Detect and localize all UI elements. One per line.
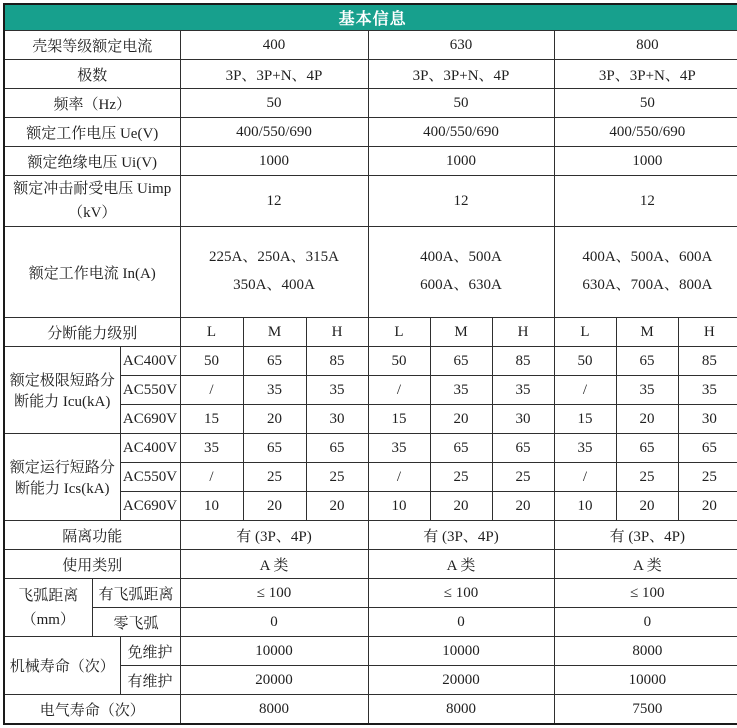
value-line: 630A、700A、800A — [557, 272, 737, 300]
table-row — [4, 637, 737, 666]
label-line: 飞弧距离 — [7, 584, 90, 608]
label-mechanical-life: 机械寿命（次） — [4, 637, 120, 695]
value-cell: 20 — [678, 492, 737, 521]
value-cell: ≤ 100 — [368, 579, 554, 608]
sub-label: 零飞弧 — [92, 608, 180, 637]
value-cell: 25 — [430, 463, 492, 492]
value-cell: 1000 — [368, 147, 554, 176]
value-cell: 15 — [180, 405, 243, 434]
sub-label: AC550V — [120, 376, 180, 405]
value-cell: 50 — [554, 89, 737, 118]
label-poles: 极数 — [4, 60, 180, 89]
value-cell: 30 — [492, 405, 554, 434]
value-cell: 12 — [180, 176, 368, 227]
table-row — [4, 550, 737, 579]
value-cell: 35 — [616, 376, 678, 405]
value-cell: 10000 — [368, 637, 554, 666]
label-icu: 额定极限短路分断能力 Icu(kA) — [4, 347, 120, 434]
label-utilization-category: 使用类别 — [4, 550, 180, 579]
value-cell: 20000 — [368, 666, 554, 695]
spec-table — [3, 3, 737, 725]
value-cell: / — [368, 376, 430, 405]
label-line: （kV） — [7, 201, 178, 225]
value-cell: 20 — [616, 492, 678, 521]
value-cell: 3P、3P+N、4P — [368, 60, 554, 89]
label-ics: 额定运行短路分断能力 Ics(kA) — [4, 434, 120, 521]
value-cell: 35 — [180, 434, 243, 463]
value-cell: 50 — [368, 347, 430, 376]
table-row — [4, 347, 737, 376]
label-breaking-level: 分断能力级别 — [4, 318, 180, 347]
sub-label: AC690V — [120, 405, 180, 434]
value-cell: 65 — [243, 434, 306, 463]
sub-label: 有飞弧距离 — [92, 579, 180, 608]
sub-label: 有维护 — [120, 666, 180, 695]
value-cell: 630 — [368, 31, 554, 60]
sub-label: AC400V — [120, 347, 180, 376]
value-cell: 10 — [368, 492, 430, 521]
value-cell: 12 — [368, 176, 554, 227]
table-row — [4, 521, 737, 550]
value-line: 600A、630A — [371, 272, 552, 300]
label-insulation-voltage-ui: 额定绝缘电压 Ui(V) — [4, 147, 180, 176]
value-cell: 400 — [180, 31, 368, 60]
value-cell: 0 — [180, 608, 368, 637]
value-cell: M — [243, 318, 306, 347]
value-cell: L — [554, 318, 616, 347]
table-row — [4, 434, 737, 463]
value-cell: 25 — [616, 463, 678, 492]
value-cell: 400/550/690 — [554, 118, 737, 147]
value-cell: 65 — [430, 434, 492, 463]
value-cell: 有 (3P、4P) — [554, 521, 737, 550]
value-cell — [554, 227, 737, 318]
value-cell: 10 — [554, 492, 616, 521]
value-cell: 8000 — [554, 637, 737, 666]
value-cell: ≤ 100 — [554, 579, 737, 608]
value-cell: 50 — [554, 347, 616, 376]
value-cell: M — [430, 318, 492, 347]
table-row — [4, 579, 737, 608]
value-cell: 0 — [368, 608, 554, 637]
table-row — [4, 147, 737, 176]
table-header-row — [4, 4, 737, 31]
value-cell: 3P、3P+N、4P — [554, 60, 737, 89]
value-cell: 50 — [180, 347, 243, 376]
sub-label: 免维护 — [120, 637, 180, 666]
value-cell: 35 — [368, 434, 430, 463]
value-cell: 15 — [368, 405, 430, 434]
value-cell: 20 — [492, 492, 554, 521]
value-cell: / — [554, 463, 616, 492]
value-cell: / — [180, 376, 243, 405]
value-cell: H — [678, 318, 737, 347]
value-cell: 20 — [306, 492, 368, 521]
table-row — [4, 227, 737, 318]
table-title: 基本信息 — [4, 4, 737, 31]
label-isolation: 隔离功能 — [4, 521, 180, 550]
value-cell: 10000 — [554, 666, 737, 695]
value-cell: 65 — [616, 434, 678, 463]
value-cell: 20 — [616, 405, 678, 434]
table-row — [4, 31, 737, 60]
value-cell: 50 — [180, 89, 368, 118]
value-cell: A 类 — [554, 550, 737, 579]
value-cell: L — [180, 318, 243, 347]
value-cell — [368, 227, 554, 318]
table-row — [4, 60, 737, 89]
label-frequency: 频率（Hz） — [4, 89, 180, 118]
value-cell: 400/550/690 — [368, 118, 554, 147]
value-cell: 25 — [306, 463, 368, 492]
value-cell: 15 — [554, 405, 616, 434]
sub-label: AC400V — [120, 434, 180, 463]
value-cell: 35 — [243, 376, 306, 405]
value-cell: 35 — [678, 376, 737, 405]
value-cell: 7500 — [554, 695, 737, 725]
value-cell: 85 — [678, 347, 737, 376]
value-cell: 65 — [492, 434, 554, 463]
value-cell: / — [368, 463, 430, 492]
value-cell: 65 — [616, 347, 678, 376]
table-row — [4, 695, 737, 725]
value-cell: 35 — [492, 376, 554, 405]
value-cell: 25 — [492, 463, 554, 492]
value-cell: 30 — [678, 405, 737, 434]
value-cell: H — [492, 318, 554, 347]
value-line: 400A、500A、600A — [557, 244, 737, 272]
value-cell: A 类 — [368, 550, 554, 579]
label-electrical-life: 电气寿命（次） — [4, 695, 180, 725]
value-cell: 35 — [430, 376, 492, 405]
value-line: 350A、400A — [183, 272, 366, 300]
value-cell: 有 (3P、4P) — [180, 521, 368, 550]
value-cell: / — [180, 463, 243, 492]
value-cell: 有 (3P、4P) — [368, 521, 554, 550]
value-cell: 1000 — [180, 147, 368, 176]
value-cell — [180, 227, 368, 318]
value-cell: 20 — [430, 492, 492, 521]
value-cell: / — [554, 376, 616, 405]
value-cell: 20 — [243, 405, 306, 434]
value-cell: 10000 — [180, 637, 368, 666]
table-row — [4, 89, 737, 118]
value-cell: 30 — [306, 405, 368, 434]
label-arc-distance — [4, 579, 92, 637]
table-row — [4, 118, 737, 147]
label-impulse-voltage-uimp — [4, 176, 180, 227]
value-cell: 35 — [306, 376, 368, 405]
label-rated-current-in: 额定工作电流 In(A) — [4, 227, 180, 318]
label-frame-current: 壳架等级额定电流 — [4, 31, 180, 60]
value-cell: 3P、3P+N、4P — [180, 60, 368, 89]
label-line: 额定冲击耐受电压 Uimp — [7, 177, 178, 201]
value-cell: 85 — [306, 347, 368, 376]
value-line: 400A、500A — [371, 244, 552, 272]
value-cell: 12 — [554, 176, 737, 227]
value-cell: 8000 — [180, 695, 368, 725]
sub-label: AC550V — [120, 463, 180, 492]
table-row — [4, 176, 737, 227]
value-cell: 10 — [180, 492, 243, 521]
sub-label: AC690V — [120, 492, 180, 521]
value-cell: 20 — [243, 492, 306, 521]
value-cell: 25 — [678, 463, 737, 492]
value-cell: 65 — [243, 347, 306, 376]
value-cell: 400/550/690 — [180, 118, 368, 147]
value-cell: 20 — [430, 405, 492, 434]
value-cell: 35 — [554, 434, 616, 463]
value-cell: 65 — [678, 434, 737, 463]
value-line: 225A、250A、315A — [183, 244, 366, 272]
value-cell: 65 — [306, 434, 368, 463]
value-cell: 800 — [554, 31, 737, 60]
value-cell: 8000 — [368, 695, 554, 725]
value-cell: 50 — [368, 89, 554, 118]
label-rated-voltage-ue: 额定工作电压 Ue(V) — [4, 118, 180, 147]
value-cell: 65 — [430, 347, 492, 376]
table-row — [4, 608, 737, 637]
value-cell: 0 — [554, 608, 737, 637]
value-cell: A 类 — [180, 550, 368, 579]
value-cell: H — [306, 318, 368, 347]
value-cell: 20000 — [180, 666, 368, 695]
value-cell: L — [368, 318, 430, 347]
value-cell: 25 — [243, 463, 306, 492]
value-cell: M — [616, 318, 678, 347]
value-cell: ≤ 100 — [180, 579, 368, 608]
table-row — [4, 318, 737, 347]
value-cell: 1000 — [554, 147, 737, 176]
label-line: （mm） — [7, 608, 90, 632]
value-cell: 85 — [492, 347, 554, 376]
